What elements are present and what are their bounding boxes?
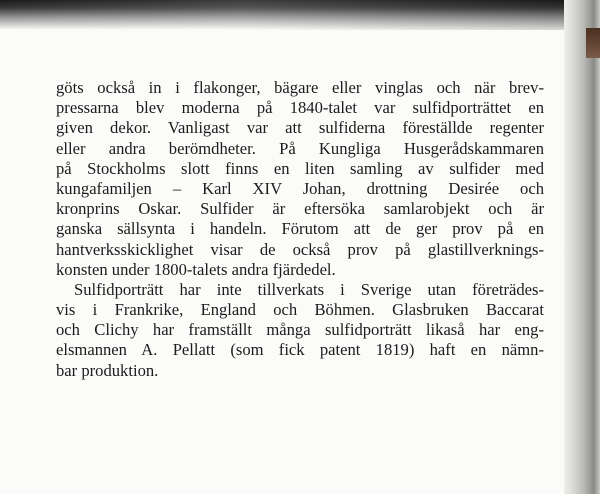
text-line: Sulfidporträtt har inte tillverkats i Sverige utan företrädes- — [74, 279, 544, 299]
text-line: eller andra berömdheter. På Kungliga Husgerådskammaren — [56, 138, 544, 158]
book-spine-edge — [586, 28, 600, 58]
text-line: och Clichy har framställt många sulfidporträtt likaså har eng- — [56, 320, 544, 340]
book-spine-shadow — [564, 0, 600, 494]
text-line: konsten under 1800-talets andra fjärdedel. — [56, 259, 336, 279]
text-line: ganska sällsynta i handeln. Förutom att de ger prov på en — [56, 219, 544, 239]
text-line: pressarna blev moderna på 1840-talet var sulfidporträttet en — [56, 98, 544, 118]
text-line: bar produktion. — [56, 360, 159, 380]
paragraph-2 — [56, 280, 544, 381]
text-line: hantverksskicklighet visar de också prov på glastillverknings- — [56, 239, 544, 259]
text-line: given dekor. Vanligast var att sulfiderna föreställde regenter — [56, 118, 544, 138]
page-top-shadow-fade — [0, 0, 600, 30]
text-line: kungafamiljen – Karl XIV Johan, drottning Desirée och — [56, 178, 544, 198]
body-text — [56, 78, 544, 381]
text-line: vis i Frankrike, England och Böhmen. Glasbruken Baccarat — [56, 300, 544, 320]
paragraph-1 — [56, 78, 544, 280]
text-line: på Stockholms slott finns en liten samling av sulfider med — [56, 158, 544, 178]
text-line: elsmannen A. Pellatt (som fick patent 1819) haft en nämn- — [56, 340, 544, 360]
text-line: kronprins Oskar. Sulfider är eftersöka samlarobjekt och är — [56, 199, 544, 219]
text-line: göts också in i flakonger, bägare eller vinglas och när brev- — [56, 78, 544, 97]
